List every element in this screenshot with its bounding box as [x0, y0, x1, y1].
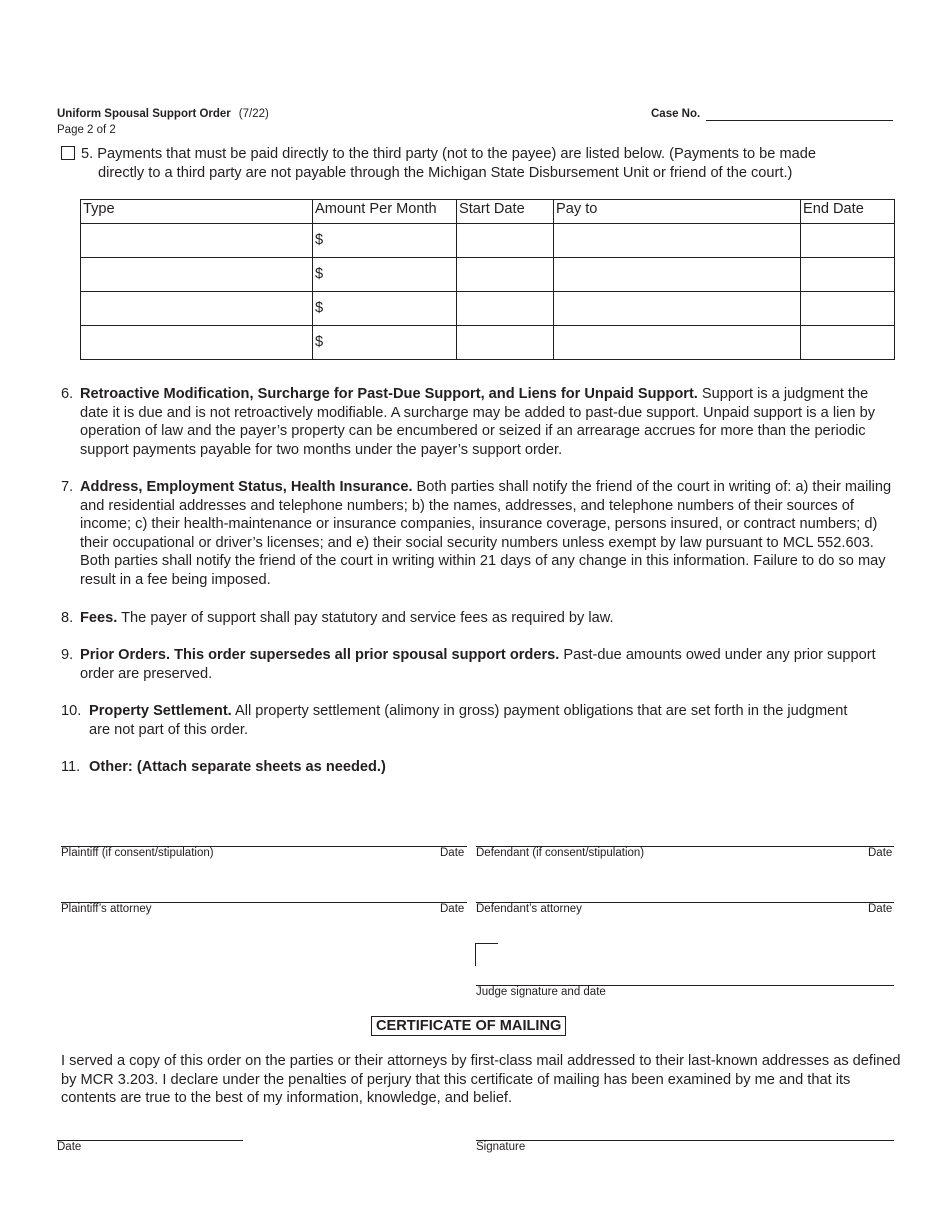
item7-text: [80, 478, 894, 590]
cell-end-date[interactable]: [801, 224, 895, 258]
cell-pay-to[interactable]: [554, 224, 801, 258]
item8-number: 8.: [61, 610, 74, 626]
item9-text: [80, 646, 880, 683]
cell-amount[interactable]: $: [313, 326, 457, 360]
item11-heading: Other: (Attach separate sheets as needed.): [89, 759, 386, 775]
item6-text: [80, 385, 894, 459]
cell-type[interactable]: [81, 326, 313, 360]
item9-body: Past-due amounts owed under any prior support order are preserved.: [80, 647, 876, 682]
item5-checkbox[interactable]: [61, 146, 75, 160]
cell-end-date[interactable]: [801, 326, 895, 360]
certificate-text: I served a copy of this order on the parties or their attorneys by first-class mail addressed to their last-known addresses as defined by MCR 3.203. I declare under the penalties of perjury that this certificate of mailing has been examined by me and that its contents are true to the best of my information, knowledge, and belief.: [61, 1053, 901, 1107]
page-number: Page 2 of 2: [57, 124, 116, 136]
form-revision: (7/22): [238, 108, 269, 120]
item9-number: 9.: [61, 647, 74, 663]
item8-body: The payer of support shall pay statutory and service fees as required by law.: [117, 610, 614, 626]
plaintiff-date-label: Date: [440, 847, 465, 859]
item8-text: [80, 609, 894, 628]
col-header-pay-to: Pay to: [554, 200, 801, 224]
defendant-attorney-date-label: Date: [868, 903, 893, 915]
item10-heading: Property Settlement.: [89, 703, 232, 719]
certificate-signature-label: Signature: [476, 1141, 526, 1153]
col-header-start-date: Start Date: [457, 200, 554, 224]
col-header-end-date: End Date: [801, 200, 895, 224]
cell-type[interactable]: [81, 224, 313, 258]
cell-start-date[interactable]: [457, 326, 554, 360]
cell-start-date[interactable]: [457, 258, 554, 292]
case-number-label: Case No.: [651, 108, 701, 120]
table-row: [81, 326, 895, 360]
cell-end-date[interactable]: [801, 292, 895, 326]
cell-pay-to[interactable]: [554, 258, 801, 292]
table-row: [81, 224, 895, 258]
defendant-signature-label: Defendant (if consent/stipulation): [476, 847, 645, 859]
item5-line1: Payments that must be paid directly to the third party (not to the payee) are listed below. (Payments to be made: [97, 146, 816, 162]
item8-heading: Fees.: [80, 610, 118, 626]
col-header-type: Type: [81, 200, 313, 224]
item11-number: 11.: [61, 759, 81, 775]
item5-number: 5.: [81, 146, 94, 162]
cell-amount[interactable]: $: [313, 224, 457, 258]
item6-body: Support is a judgment the date it is due and is not retroactively modifiable. A surcharge may be added to past-due support. Unpaid support is a lien by operation of law and the payer’s property can be encumbered or seized if an arrearage accrues for more than the periodic support payments payable for two months under the payer’s support order.: [80, 386, 876, 458]
cell-type[interactable]: [81, 258, 313, 292]
form-title: Uniform Spousal Support Order (7/22): [57, 108, 269, 120]
judge-signature-label: Judge signature and date: [476, 986, 606, 998]
item10-number: 10.: [61, 703, 82, 719]
defendant-attorney-label: Defendant’s attorney: [476, 903, 582, 915]
item7-body: Both parties shall notify the friend of the court in writing of: a) their mailing and residential addresses and telephone numbers; b) the names, addresses, and telephone numbers of their sources of income; c) their health-maintenance or insurance companies, insurance coverage, persons insured, or contract numbers; d) their occupational or driver’s licenses; and e) their social security numbers unless exempt by law pursuant to MCL 552.603. Both parties shall notify the friend of the court in writing within 21 days of any change in this information. Failure to do so may result in a fee being imposed.: [80, 479, 892, 588]
case-number-field[interactable]: [706, 120, 893, 121]
cell-amount[interactable]: $: [313, 292, 457, 326]
table-row: [81, 258, 895, 292]
item7-number: 7.: [61, 479, 74, 495]
judge-seal-corner-mark: [475, 943, 498, 966]
item11-text[interactable]: [89, 758, 859, 777]
certificate-date-line[interactable]: [57, 1140, 243, 1141]
third-party-payments-table: [80, 199, 895, 360]
cell-pay-to[interactable]: [554, 292, 801, 326]
certificate-date-label: Date: [57, 1141, 82, 1153]
plaintiff-attorney-date-label: Date: [440, 903, 465, 915]
item6-number: 6.: [61, 386, 74, 402]
table-row: [81, 292, 895, 326]
defendant-date-label: Date: [868, 847, 893, 859]
plaintiff-signature-label: Plaintiff (if consent/stipulation): [61, 847, 214, 859]
cell-end-date[interactable]: [801, 258, 895, 292]
item5-line2: directly to a third party are not payable through the Michigan State Disbursement Unit or friend of the court.): [98, 164, 793, 181]
item6-heading: Retroactive Modification, Surcharge for Past-Due Support, and Liens for Unpaid Support.: [80, 386, 698, 402]
cell-type[interactable]: [81, 292, 313, 326]
cell-pay-to[interactable]: [554, 326, 801, 360]
item10-text: [89, 702, 859, 739]
certificate-signature-line[interactable]: [476, 1140, 894, 1141]
cell-amount[interactable]: $: [313, 258, 457, 292]
item7-heading: Address, Employment Status, Health Insurance.: [80, 479, 413, 495]
item9-heading: Prior Orders. This order supersedes all prior spousal support orders.: [80, 647, 560, 663]
plaintiff-attorney-label: Plaintiff’s attorney: [61, 903, 152, 915]
item10-body: All property settlement (alimony in gross) payment obligations that are set forth in the judgment are not part of this order.: [89, 703, 848, 738]
item5-text: [81, 145, 881, 182]
col-header-amount: Amount Per Month: [313, 200, 457, 224]
cell-start-date[interactable]: [457, 292, 554, 326]
cell-start-date[interactable]: [457, 224, 554, 258]
certificate-title: CERTIFICATE OF MAILING: [371, 1016, 566, 1036]
